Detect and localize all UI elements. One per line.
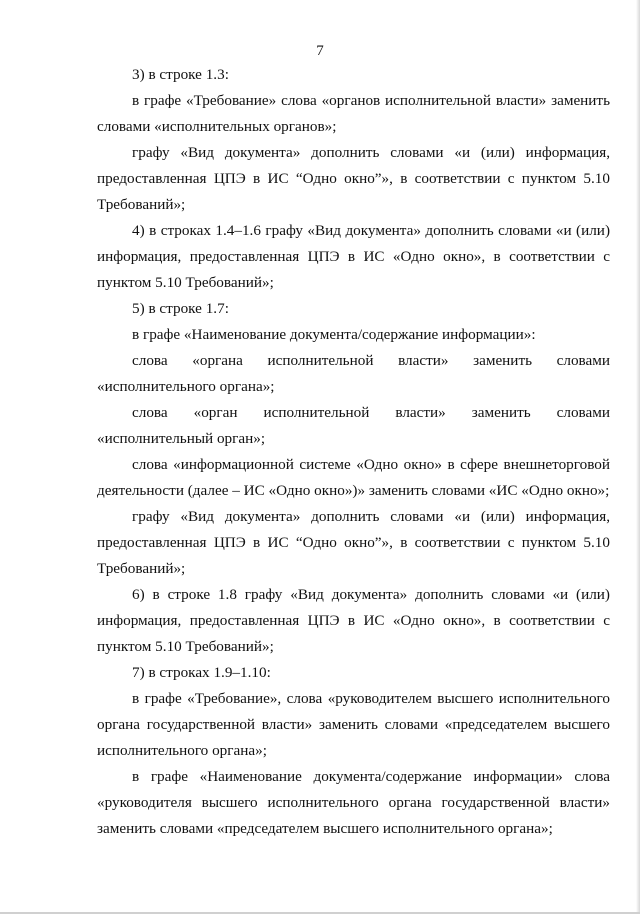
paragraph-words-organa: слова «органа исполнительной власти» заменить словами «исполнительного органа»; <box>97 352 610 395</box>
page-number: 7 <box>316 43 324 59</box>
scan-edge-right <box>636 0 640 914</box>
paragraph-requirement-1-3: в графе «Требование» слова «органов исполнительной власти» заменить словами «исполнительных органов»; <box>97 92 610 135</box>
paragraph-item-3: 3) в строке 1.3: <box>132 66 229 83</box>
paragraph-requirement-1-9: в графе «Требование», слова «руководителем высшего исполнительного органа государственной власти» заменить словами «председателем высшего исполнительного органа»; <box>97 690 610 759</box>
paragraph-words-organ: слова «орган исполнительной власти» заменить словами «исполнительный орган»; <box>97 404 610 447</box>
paragraph-doc-type-1-3: графу «Вид документа» дополнить словами «и (или) информация, предоставленная ЦПЭ в ИС “Одно окно”», в соответствии с пунктом 5.10 Требований»; <box>97 144 610 213</box>
paragraph-item-4: 4) в строках 1.4–1.6 графу «Вид документа» дополнить словами «и (или) информация, предоставленная ЦПЭ в ИС «Одно окно», в соответствии с пунктом 5.10 Требований»; <box>97 222 610 291</box>
paragraph-doc-type-1-7: графу «Вид документа» дополнить словами «и (или) информация, предоставленная ЦПЭ в ИС “Одно окно”», в соответствии с пунктом 5.10 Требований»; <box>97 508 610 577</box>
paragraph-words-info-system: слова «информационной системе «Одно окно» в сфере внешнеторговой деятельности (далее – ИС «Одно окно»)» заменить словами «ИС «Одно окно»; <box>97 456 610 499</box>
paragraph-doc-name-1-9: в графе «Наименование документа/содержание информации» слова «руководителя высшего исполнительного органа государственной власти» заменить словами «председателем высшего исполнительного органа»; <box>97 768 610 837</box>
paragraph-item-6: 6) в строке 1.8 графу «Вид документа» дополнить словами «и (или) информация, предоставленная ЦПЭ в ИС «Одно окно», в соответствии с пунктом 5.10 Требований»; <box>97 586 610 655</box>
paragraph-item-5: 5) в строке 1.7: <box>132 300 229 317</box>
paragraph-doc-name-1-7: в графе «Наименование документа/содержание информации»: <box>132 326 536 343</box>
paragraph-item-7: 7) в строках 1.9–1.10: <box>132 664 271 681</box>
